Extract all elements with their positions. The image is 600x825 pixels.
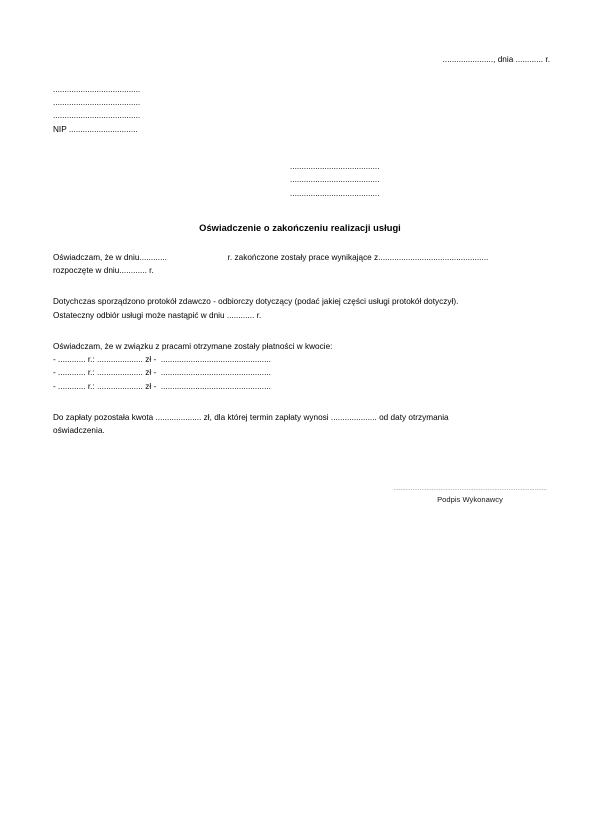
date-line: ......................, dnia ............ r. — [442, 55, 550, 64]
paragraph-1-line-2: rozpoczęte w dniu............ r. — [53, 266, 154, 276]
paragraph-declaration-start — [53, 251, 549, 277]
sender-line-1: ...................................... — [53, 85, 141, 94]
paragraph-4-line-2: oświadczenia. — [53, 426, 105, 436]
recipient-line-3: ....................................... — [290, 188, 380, 198]
signature-line: ........................................................................................ — [393, 485, 547, 492]
nip-dots: .............................. — [68, 124, 138, 134]
payments-intro: Oświadczam, że w związku z pracami otrzymane zostały płatności w kwocie: — [53, 341, 333, 351]
signature-block — [390, 484, 550, 505]
payment-item: - ............ r.: .................... zł - ................................................ — [53, 368, 271, 378]
recipient-block — [290, 160, 520, 200]
paragraph-spacer-3 — [53, 393, 549, 411]
paragraph-2-line-2: Ostateczny odbiór usługi może nastąpić w dniu ............ r. — [53, 310, 262, 320]
payment-item: - ............ r.: .................... zł - ................................................ — [53, 381, 271, 391]
p1-dots-date: ............ — [139, 253, 167, 262]
recipient-line-1: ....................................... — [290, 162, 380, 171]
paragraph-payments — [53, 340, 549, 393]
sender-line-2: ...................................... — [53, 98, 141, 108]
paragraph-spacer-2 — [53, 322, 549, 340]
document-body — [53, 251, 549, 438]
paragraph-remaining-amount — [53, 411, 549, 437]
payment-item: - ............ r.: .................... zł - ................................................ — [53, 355, 271, 365]
sender-line-3: ...................................... — [53, 111, 141, 121]
recipient-line-2: ....................................... — [290, 175, 380, 185]
paragraph-spacer-1 — [53, 277, 549, 295]
paragraph-4-line-1: Do zapłaty pozostała kwota .................... zł, dla której termin zapłaty wynosi .................... od daty otrzymania — [53, 413, 449, 423]
p1-dots-reference: ................................................ — [378, 253, 489, 262]
sender-nip-line — [53, 123, 283, 136]
signature-caption: Podpis Wykonawcy — [437, 495, 503, 504]
sender-block — [53, 83, 283, 136]
paragraph-protocol — [53, 295, 549, 321]
p1-segment-middle: r. zakończone zostały prace wynikające z — [227, 253, 379, 262]
nip-label: NIP — [53, 124, 67, 134]
p1-segment-opening: Oświadczam, że w dniu — [53, 253, 140, 262]
paragraph-2-line-1: Dotychczas sporządzono protokół zdawczo - odbiorczy dotyczący (podać jakiej części usługi protokół dotyczył). — [53, 297, 459, 307]
page-title: Oświadczenie o zakończeniu realizacji usługi — [199, 223, 401, 233]
paragraph-1-line-1 — [53, 251, 549, 264]
